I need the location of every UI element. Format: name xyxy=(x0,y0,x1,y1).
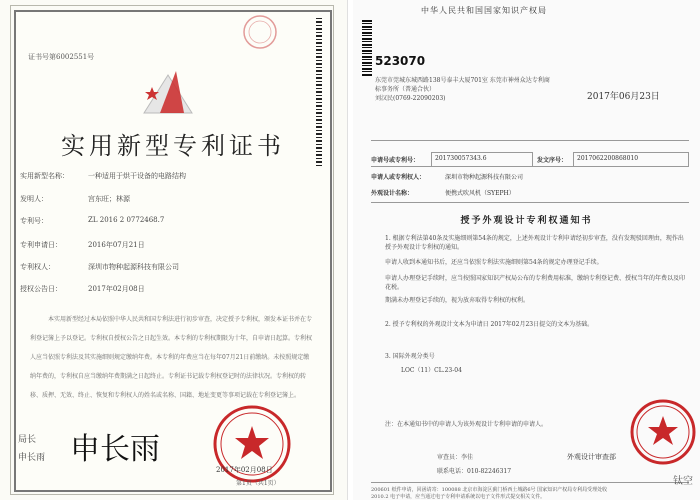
watermark-logo: 钛空 xyxy=(673,476,693,487)
field-value-patentee: 深圳市物种起源科技有限公司 xyxy=(88,263,179,271)
footer-line-1: 200601 纸件申请，回函请寄：100088 北京市海淀区蓟门桥西土城路6号 国家知识产权局专利局受理处收 xyxy=(371,487,608,493)
dispatch-no-label: 发文序号： xyxy=(537,157,568,164)
notice-paragraph-1: 1. 根据专利法第40条及实施细则第54条的规定，上述外观设计专利申请经初步审查，没有发现驳回理由，现作出授予外观设计专利权的通知。 xyxy=(385,235,684,251)
notice-paragraph-3: 申请人办理登记手续时，应当按照国家知识产权局公布的专利费用标准，缴纳专利登记费、授权当年的年费以及印花税。 xyxy=(385,275,686,291)
field-label-grant-date: 授权公告日： xyxy=(20,285,62,293)
top-seal-icon xyxy=(242,14,278,50)
address-line-2: 标事务所（普通合伙） xyxy=(375,86,436,93)
utility-model-certificate xyxy=(0,0,348,500)
field-value-name: 一种适用于烘干设备的电路结构 xyxy=(88,172,186,180)
applicant-label: 申请人或专利权人： xyxy=(371,174,426,181)
dispatch-no: 2017062200868010 xyxy=(577,155,639,162)
applicant-name: 深圳市物种起源科技有限公司 xyxy=(445,174,524,181)
locarno-class: LOC（11）CL.23-04 xyxy=(401,367,462,374)
department: 外观设计审查部 xyxy=(567,453,616,461)
page-marker: 第1页（共1页） xyxy=(236,480,280,487)
footer-line-2: 2010.2 电子申请，应当通过电子专利申请系统以电子文件形式提交相关文件。 xyxy=(371,494,546,500)
notice-paragraph-4: 期满未办理登记手续的，视为放弃取得专利权的权利。 xyxy=(385,297,530,304)
design-name-label: 外观设计名称： xyxy=(371,190,414,197)
field-value-filing-date: 2016年07月21日 xyxy=(88,241,145,249)
notice-paragraph-5: 2. 授予专利权的外观设计文本为申请日 2017年02月23日提交的文本为基础。 xyxy=(385,321,594,328)
director-title: 局长 xyxy=(18,435,37,445)
field-label-patentee: 专利权人： xyxy=(20,263,55,271)
design-name: 便携式吹风机（SYEPH） xyxy=(445,190,515,197)
notice-note: 注：在本通知书中的申请人为该外观设计专利申请的申请人。 xyxy=(385,421,548,428)
certificate-title: 实用新型专利证书 xyxy=(61,132,285,160)
notice-barcode xyxy=(362,20,372,76)
divider xyxy=(371,202,689,203)
cnipa-emblem-icon xyxy=(134,67,202,115)
application-no-label: 申请号或专利号： xyxy=(371,157,420,164)
certificate-number: 证书号第6002551号 xyxy=(28,53,95,61)
official-seal-icon xyxy=(629,398,697,466)
certificate-body-text: 本实用新型经过本局依照中华人民共和国专利法进行初步审查，决定授予专利权，颁发本证书并在专利登记簿上予以登记。专利权自授权公告之日起生效。本专利的专利权期限为十年，自申请日起算。专利权人应当依照专利法及其实施细则规定缴纳年费。本专利的年费应当在每年07月21日前缴纳。未按照规定缴纳年费的，专利权自应当缴纳年费期满之日起终止。专利证书记载专利权登记时的法律状况。专利权的转移、质押、无效、终止、恢复和专利权人的姓名或名称、国籍、地址变更等事项记载在专利登记簿上。 xyxy=(30,316,313,399)
contact-phone: 联系电话：010-82246317 xyxy=(437,468,512,475)
address-line-1: 东莞市莞城东城西路138号泰丰大厦701室 东莞市神州众达专利商 xyxy=(375,77,550,84)
field-label-name: 实用新型名称： xyxy=(20,172,69,180)
field-value-inventor: 宫东旺；林源 xyxy=(88,195,130,203)
divider xyxy=(371,140,689,141)
certificate-frame xyxy=(14,10,332,492)
notice-paragraph-2: 申请人收到本通知书后，还应当依照专利法实施细则第54条的规定办理登记手续。 xyxy=(385,259,603,266)
field-value-grant-date: 2017年02月08日 xyxy=(88,285,145,293)
notice-paragraph-6: 3. 国际外观分类号 xyxy=(385,353,435,360)
handwritten-signature: 申长雨 xyxy=(70,432,160,467)
examiner: 审查员：李佳 xyxy=(437,454,474,461)
seal-date: 2017年02月08日 xyxy=(216,466,273,474)
notice-header: 中华人民共和国国家知识产权局 xyxy=(421,6,547,15)
divider xyxy=(371,166,689,167)
notice-title: 授予外观设计专利权通知书 xyxy=(460,216,593,226)
divider xyxy=(371,482,689,483)
application-no: 201730057343.6 xyxy=(435,155,487,162)
design-patent-notice xyxy=(353,0,700,500)
field-label-filing-date: 专利申请日： xyxy=(20,241,62,249)
field-label-patent-no: 专利号： xyxy=(20,217,48,225)
director-name: 申长雨 xyxy=(18,453,46,463)
field-label-inventor: 发明人： xyxy=(20,195,48,203)
notice-date: 2017年06月23日 xyxy=(587,92,660,102)
address-line-3: 刘汉民(0769-22090203) xyxy=(375,95,446,102)
postcode: 523070 xyxy=(375,54,426,68)
field-value-patent-no: ZL 2016 2 0772468.7 xyxy=(88,216,165,224)
